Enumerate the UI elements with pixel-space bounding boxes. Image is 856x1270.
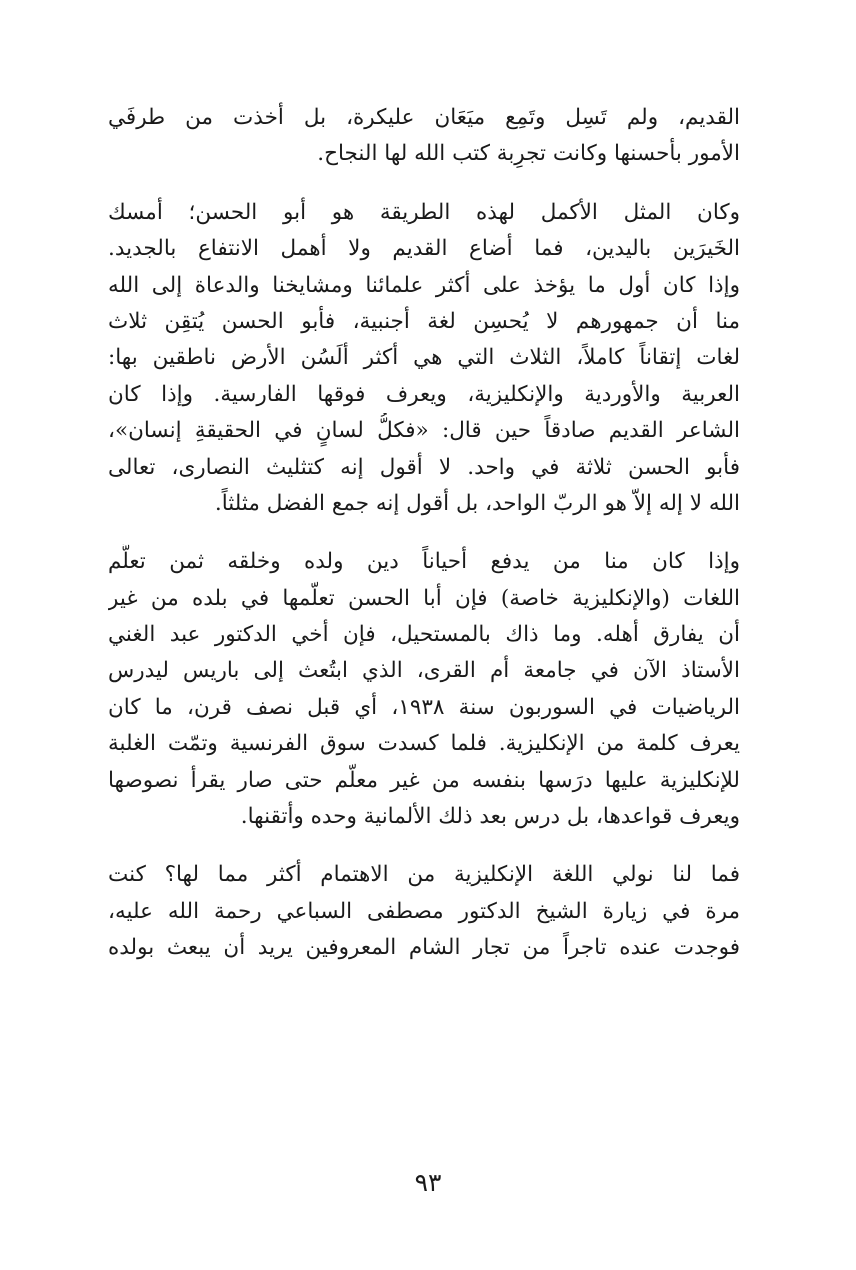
text-line: وإذا كان أول ما يؤخذ على أكثر علمائنا ومشايخنا والدعاة إلى الله — [108, 272, 740, 298]
text-line: الخَيرَين باليدين، فما أضاع القديم ولا أهمل الانتفاع بالجديد. — [108, 236, 740, 262]
text-line: مرة في زيارة الشيخ الدكتور مصطفى السباعي رحمة الله عليه، — [108, 898, 740, 924]
text-line: اللغات (والإنكليزية خاصة) فإن أبا الحسن تعلّمها في بلده من غير — [108, 585, 740, 611]
text-line: لغات إتقاناً كاملاً، الثلاث التي هي أكثر ألَسُن الأرض ناطقين بها: — [108, 345, 740, 371]
text-line: أن يفارق أهله. وما ذاك بالمستحيل، فإن أخي الدكتور عبد الغني — [108, 622, 740, 648]
paragraph-2 — [108, 195, 740, 523]
text-line: منا أن جمهورهم لا يُحسِن لغة أجنبية، فأبو الحسن يُتقِن ثلاث — [108, 308, 740, 334]
body-text — [108, 100, 740, 989]
text-line: الرياضيات في السوربون سنة ١٩٣٨، أي قبل نصف قرن، ما كان — [108, 694, 740, 720]
text-line: الله لا إله إلاّ هو الربّ الواحد، بل أقول إنه جمع الفضل مثلثاً. — [214, 490, 740, 516]
text-line: القديم، ولم تَسِل وتَمِع ميَعَان عليكرة، بل أخذت من طرفَي — [108, 105, 740, 130]
text-line: وكان المثل الأكمل لهذه الطريقة هو أبو الحسن؛ أمسك — [108, 199, 740, 225]
paragraph-3 — [108, 544, 740, 835]
text-line: العربية والأوردية والإنكليزية، ويعرف فوقها الفارسية. وإذا كان — [108, 381, 740, 407]
text-line: فأبو الحسن ثلاثة في واحد. لا أقول إنه كتثليث النصارى، تعالى — [108, 454, 740, 480]
text-line: للإنكليزية عليها درَسها بنفسه من غير معلّم حتى صار يقرأ نصوصها — [108, 767, 740, 793]
text-line: فوجدت عنده تاجراً من تجار الشام المعروفين يريد أن يبعث بولده — [108, 935, 740, 961]
text-line: ويعرف قواعدها، بل درس بعد ذلك الألمانية وحده وأتقنها. — [240, 804, 740, 830]
paragraph-4 — [108, 857, 740, 966]
page-number: ٩٣ — [414, 1168, 442, 1197]
text-line: الشاعر القديم صادقاً حين قال: «فكلُّ لسانٍ في الحقيقةِ إنسان»، — [108, 418, 740, 444]
text-line: يعرف كلمة من الإنكليزية. فلما كسدت سوق الفرنسية وتمّت الغلبة — [108, 731, 740, 757]
text-line: الأستاذ الآن في جامعة أم القرى، الذي ابتُعث إلى باريس ليدرس — [108, 658, 740, 684]
text-line: الأمور بأحسنها وكانت تجرِبة كتب الله لها النجاح. — [317, 141, 740, 167]
paragraph-1 — [108, 100, 740, 173]
text-line: فما لنا نولي اللغة الإنكليزية من الاهتمام أكثر مما لها؟ كنت — [108, 862, 740, 888]
text-line: وإذا كان منا من يدفع أحياناً دين ولده وخلقه ثمن تعلُّم — [108, 549, 740, 575]
